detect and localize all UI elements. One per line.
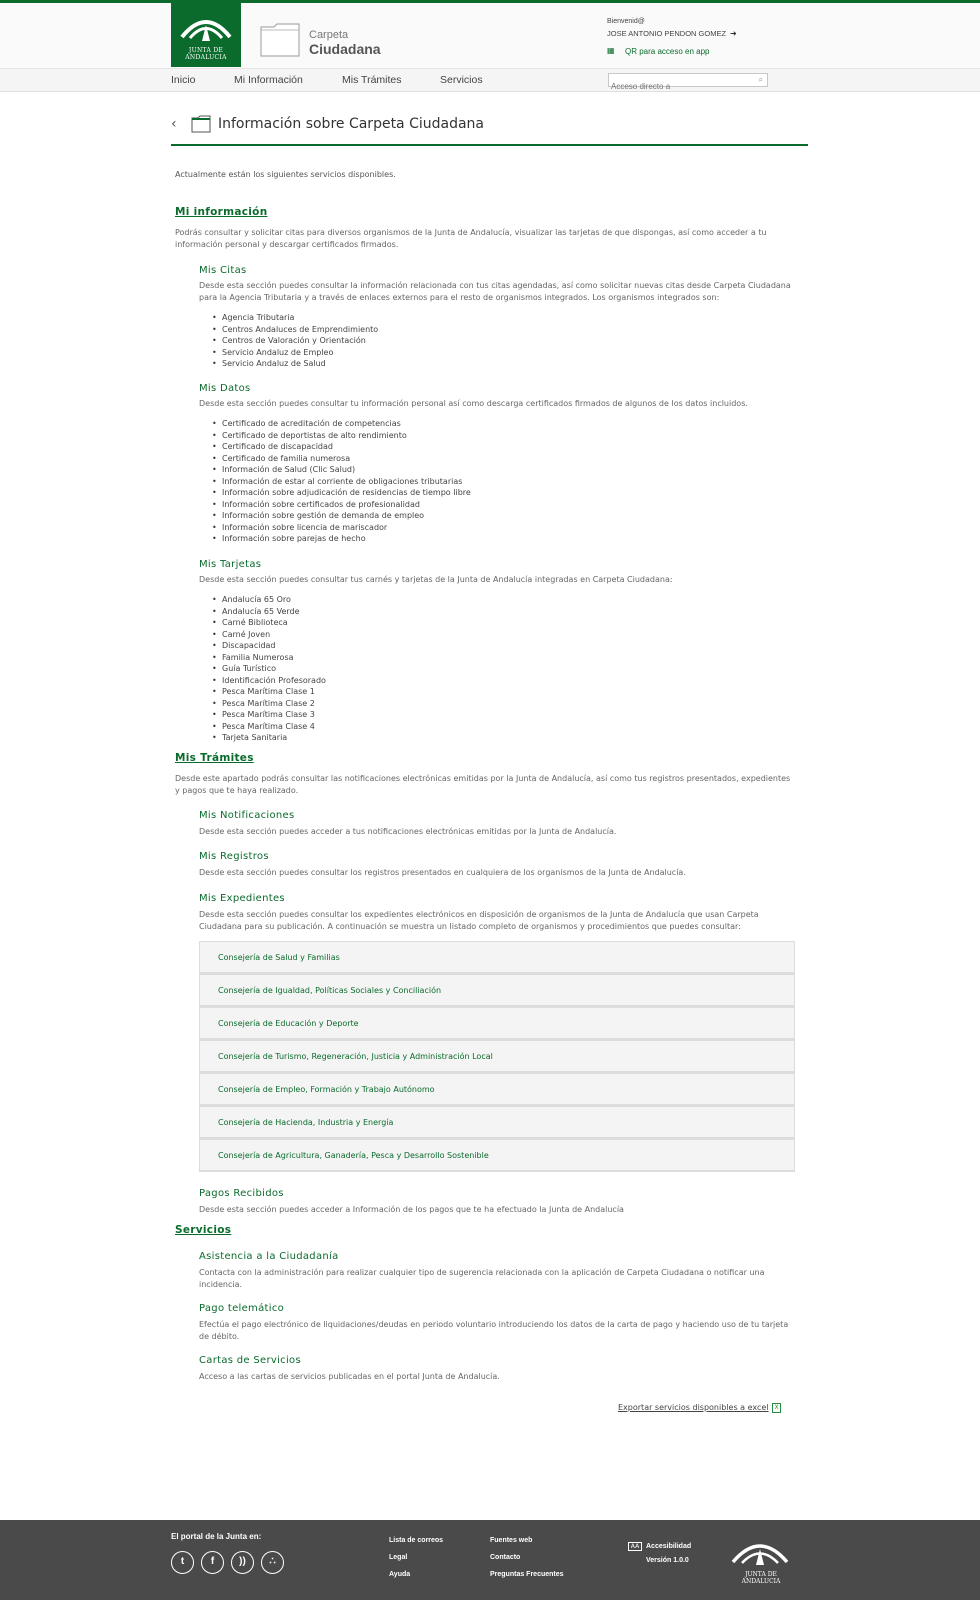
header (0, 3, 980, 69)
list-item: • Certificado de deportistas de alto rendimiento (222, 430, 471, 442)
list-item: • Información de Salud (Clic Salud) (222, 464, 471, 476)
junta-logo[interactable] (171, 3, 241, 67)
title-folder-icon (191, 115, 211, 133)
list-item: • Certificado de acreditación de competencias (222, 418, 471, 430)
username: JOSE ANTONIO PENDON GOMEZ (607, 29, 727, 38)
list-item: • Tarjeta Sanitaria (222, 732, 326, 744)
mis-registros-desc: Desde esta sección puedes consultar los registros presentados en cualquiera de los organismos de la Junta de Andalucía. (199, 868, 686, 877)
footer-junta-emblem-icon (730, 1534, 790, 1570)
page-title: Información sobre Carpeta Ciudadana (218, 116, 485, 132)
section-mis-tramites[interactable]: Mis Trámites (175, 752, 254, 764)
mis-tramites-desc-2: y pagos que te haya realizado. (175, 786, 299, 795)
list-item: • Información sobre parejas de hecho (222, 533, 471, 545)
pago-telematico-desc-1: Efectúa el pago electrónico de liquidaciones/deudas en periodo voluntario introduciendo los datos de la carta de pago y haciendo uso de tu tarjeta (199, 1320, 789, 1329)
page-header (171, 112, 808, 146)
list-item: • Familia Numerosa (222, 652, 326, 664)
share-icon[interactable]: ∴ (261, 1551, 284, 1574)
subsection-mis-datos[interactable]: Mis Datos (199, 383, 251, 394)
footer-version: Versión 1.0.0 (646, 1557, 689, 1564)
list-item: • Carné Joven (222, 629, 326, 641)
welcome-text: Bienvenid@ (607, 18, 645, 25)
cartas-servicios-desc: Acceso a las cartas de servicios publicadas en el portal Junta de Andalucía. (199, 1372, 500, 1381)
mi-informacion-desc-2: información personal y descargar certificados firmados. (175, 240, 399, 249)
qr-access-link[interactable]: QR para acceso en app (625, 47, 710, 56)
app-name-big: Ciudadana (309, 41, 381, 57)
subsection-mis-registros[interactable]: Mis Registros (199, 851, 269, 862)
mis-citas-desc-1: Desde esta sección puedes consultar la información relacionada con tus citas agendadas, así como solicitar nuevas citas desde Carpeta Ciudadana (199, 281, 791, 290)
subsection-mis-citas[interactable]: Mis Citas (199, 265, 247, 276)
list-item: • Discapacidad (222, 640, 326, 652)
footer-accesibilidad[interactable]: Accesibilidad (646, 1543, 692, 1550)
main-nav (0, 69, 980, 92)
tarjetas-list (222, 594, 326, 744)
footer-link-preguntas[interactable]: Preguntas Frecuentes (490, 1571, 564, 1578)
footer-link-ayuda[interactable]: Ayuda (389, 1571, 411, 1578)
footer-link-legal[interactable]: Legal (389, 1554, 408, 1561)
facebook-icon[interactable]: f (201, 1551, 224, 1574)
mis-expedientes-desc-2: Ciudadana para su publicación. A continuación se muestra un listado completo de organismos y procedimientos que puedes consultar: (199, 922, 741, 931)
list-item: • Certificado de discapacidad (222, 441, 471, 453)
search-icon[interactable]: ⌕ (758, 75, 763, 84)
list-item: • Información sobre adjudicación de residencias de tiempo libre (222, 487, 471, 499)
subsection-asistencia[interactable]: Asistencia a la Ciudadanía (199, 1251, 339, 1262)
mis-citas-desc-2: para la Agencia Tributaria y a través de enlaces externos para el resto de organismos integrados. Los organismos integrados son: (199, 293, 720, 302)
intro-text: Actualmente están los siguientes servicios disponibles. (175, 170, 396, 179)
asistencia-desc-2: incidencia. (199, 1280, 243, 1289)
citas-list (222, 312, 378, 370)
junta-emblem-icon (180, 11, 232, 45)
list-item: • Información sobre gestión de demanda de empleo (222, 510, 471, 522)
folder-icon (260, 23, 300, 57)
list-item: • Carné Biblioteca (222, 617, 326, 629)
subsection-mis-notificaciones[interactable]: Mis Notificaciones (199, 810, 295, 821)
nav-mi-informacion[interactable]: Mi Información (234, 74, 303, 86)
organismo-label: Consejería de Turismo, Regeneración, Justicia y Administración Local (218, 1052, 493, 1061)
logout-icon[interactable]: ➜ (730, 29, 737, 38)
list-item: • Servicio Andaluz de Empleo (222, 347, 378, 359)
accordion-item[interactable] (199, 1139, 795, 1172)
accordion-item[interactable] (199, 1106, 795, 1139)
twitter-icon[interactable]: t (171, 1551, 194, 1574)
footer-link-contacto[interactable]: Contacto (490, 1554, 521, 1561)
footer-logo-text: JUNTA DE ANDALUCIA (741, 1571, 781, 1585)
asistencia-desc-1: Contacta con la administración para realizar cualquier tipo de sugerencia relacionada con la aplicación de Carpeta Ciudadana o notificar una (199, 1268, 765, 1277)
list-item: • Información sobre certificados de profesionalidad (222, 499, 471, 511)
list-item: • Andalucía 65 Oro (222, 594, 326, 606)
search-box (608, 73, 768, 87)
mi-informacion-desc-1: Podrás consultar y solicitar citas para diversos organismos de la Junta de Andalucía, visualizar las tarjetas de que dispongas, así como acceder a tu (175, 228, 767, 237)
list-item: • Centros Andaluces de Emprendimiento (222, 324, 378, 336)
footer (0, 1520, 980, 1600)
mis-tramites-desc-1: Desde este apartado podrás consultar las notificaciones electrónicas emitidas por la Junta de Andalucía, así como tus registros presentados, expedientes (175, 774, 791, 783)
list-item: • Pesca Marítima Clase 3 (222, 709, 326, 721)
app-name-small: Carpeta (309, 29, 349, 41)
rss-icon[interactable]: )) (231, 1551, 254, 1574)
section-mi-informacion[interactable]: Mi información (175, 206, 268, 218)
list-item: • Identificación Profesorado (222, 675, 326, 687)
logo-text: JUNTA DE ANDALUCIA (185, 47, 227, 61)
list-item: • Pesca Marítima Clase 2 (222, 698, 326, 710)
list-item: • Centros de Valoración y Orientación (222, 335, 378, 347)
list-item: • Información sobre licencia de mariscador (222, 522, 471, 534)
list-item: • Pesca Marítima Clase 4 (222, 721, 326, 733)
organismo-label: Consejería de Agricultura, Ganadería, Pesca y Desarrollo Sostenible (218, 1151, 489, 1160)
back-arrow-icon[interactable]: ‹ (171, 116, 177, 132)
list-item: • Información de estar al corriente de obligaciones tributarias (222, 476, 471, 488)
organismos-accordion (199, 941, 795, 1172)
organismo-label: Consejería de Salud y Familias (218, 953, 340, 962)
pago-telematico-desc-2: de débito. (199, 1332, 240, 1341)
list-item: • Pesca Marítima Clase 1 (222, 686, 326, 698)
list-item: • Agencia Tributaria (222, 312, 378, 324)
accordion-item[interactable] (199, 974, 795, 1007)
mis-tarjetas-desc: Desde esta sección puedes consultar tus carnés y tarjetas de la Junta de Andalucía integradas en Carpeta Ciudadana: (199, 575, 673, 584)
list-item: • Certificado de familia numerosa (222, 453, 471, 465)
footer-link-lista-correos[interactable]: Lista de correos (389, 1537, 444, 1544)
accordion-item[interactable] (199, 941, 795, 974)
organismo-label: Consejería de Empleo, Formación y Trabajo Autónomo (218, 1085, 435, 1094)
mis-notificaciones-desc: Desde esta sección puedes acceder a tus notificaciones electrónicas emitidas por la Junta de Andalucía. (199, 827, 617, 836)
accordion-item[interactable] (199, 1073, 795, 1106)
nav-servicios[interactable]: Servicios (440, 74, 483, 86)
accessibility-icon[interactable]: AA (628, 1542, 642, 1551)
footer-link-fuentes-web[interactable]: Fuentes web (490, 1537, 533, 1544)
subsection-mis-tarjetas[interactable]: Mis Tarjetas (199, 559, 262, 570)
datos-list (222, 418, 471, 545)
list-item: • Guía Turístico (222, 663, 326, 675)
accordion-item[interactable] (199, 1007, 795, 1040)
qr-icon: ▦ (607, 46, 615, 55)
accordion-item[interactable] (199, 1040, 795, 1073)
subsection-cartas-servicios[interactable]: Cartas de Servicios (199, 1355, 301, 1366)
section-servicios[interactable]: Servicios (175, 1224, 232, 1236)
subsection-mis-expedientes[interactable]: Mis Expedientes (199, 893, 285, 904)
search-input[interactable] (609, 81, 749, 93)
nav-mis-tramites[interactable]: Mis Trámites (342, 74, 402, 86)
export-excel-link[interactable]: Exportar servicios disponibles a excel (618, 1403, 769, 1412)
nav-inicio[interactable]: Inicio (171, 74, 196, 86)
list-item: • Andalucía 65 Verde (222, 606, 326, 618)
organismo-label: Consejería de Educación y Deporte (218, 1019, 359, 1028)
footer-portal-text: El portal de la Junta en: (171, 1532, 262, 1541)
list-item: • Servicio Andaluz de Salud (222, 358, 378, 370)
mis-datos-desc: Desde esta sección puedes consultar tu información personal así como descarga certificados firmados de algunos de los datos incluidos. (199, 399, 748, 408)
excel-icon[interactable]: X (772, 1403, 781, 1413)
organismo-label: Consejería de Hacienda, Industria y Energía (218, 1118, 394, 1127)
organismo-label: Consejería de Igualdad, Políticas Sociales y Conciliación (218, 986, 442, 995)
pagos-recibidos-desc: Desde esta sección puedes acceder a Información de los pagos que te ha efectuado la Junta de Andalucía (199, 1205, 624, 1214)
mis-expedientes-desc-1: Desde esta sección puedes consultar los expedientes electrónicos en disposición de organismos de la Junta de Andalucía que usan Carpeta (199, 910, 759, 919)
subsection-pagos-recibidos[interactable]: Pagos Recibidos (199, 1188, 284, 1199)
subsection-pago-telematico[interactable]: Pago telemático (199, 1303, 285, 1314)
